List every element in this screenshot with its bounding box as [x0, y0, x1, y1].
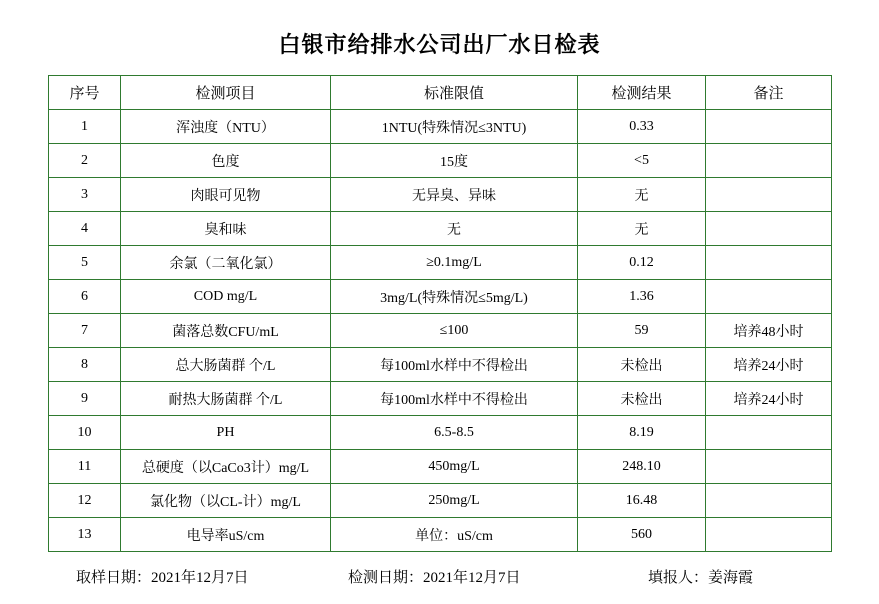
cell-limit: 250mg/L: [331, 484, 578, 518]
cell-result: 未检出: [578, 382, 706, 416]
cell-no: 9: [49, 382, 121, 416]
cell-result: 560: [578, 518, 706, 552]
column-header-item: 检测项目: [121, 76, 331, 110]
cell-item: 氯化物（以CL-计）mg/L: [121, 484, 331, 518]
table-row: [49, 212, 832, 246]
cell-limit: 单位：uS/cm: [331, 518, 578, 552]
cell-limit: ≤100: [331, 314, 578, 348]
table-row: [49, 450, 832, 484]
cell-limit: 450mg/L: [331, 450, 578, 484]
cell-limit: 每100ml水样中不得检出: [331, 382, 578, 416]
table-row: [49, 348, 832, 382]
cell-result: 59: [578, 314, 706, 348]
column-header-note: 备注: [706, 76, 832, 110]
cell-note: [706, 518, 832, 552]
cell-result: 16.48: [578, 484, 706, 518]
cell-note: 培养48小时: [706, 314, 832, 348]
cell-limit: 无: [331, 212, 578, 246]
cell-no: 8: [49, 348, 121, 382]
cell-item: 电导率uS/cm: [121, 518, 331, 552]
cell-no: 6: [49, 280, 121, 314]
cell-note: [706, 416, 832, 450]
table-header-row: [49, 76, 832, 110]
cell-item: 肉眼可见物: [121, 178, 331, 212]
cell-item: 总大肠菌群 个/L: [121, 348, 331, 382]
table-row: [49, 314, 832, 348]
cell-note: [706, 484, 832, 518]
column-header-limit: 标准限值: [331, 76, 578, 110]
table-row: [49, 144, 832, 178]
cell-item: 臭和味: [121, 212, 331, 246]
table-row: [49, 518, 832, 552]
cell-result: 8.19: [578, 416, 706, 450]
sample-date: 取样日期：2021年12月7日: [76, 570, 249, 586]
table-row: [49, 484, 832, 518]
cell-limit: 6.5-8.5: [331, 416, 578, 450]
cell-no: 3: [49, 178, 121, 212]
table-row: [49, 416, 832, 450]
cell-item: 色度: [121, 144, 331, 178]
cell-note: [706, 178, 832, 212]
test-date: 检测日期：2021年12月7日: [348, 570, 521, 586]
cell-no: 2: [49, 144, 121, 178]
cell-note: [706, 212, 832, 246]
cell-result: 248.10: [578, 450, 706, 484]
cell-result: 0.33: [578, 110, 706, 144]
cell-result: 未检出: [578, 348, 706, 382]
cell-item: 总硬度（以CaCo3计）mg/L: [121, 450, 331, 484]
cell-note: [706, 280, 832, 314]
cell-item: COD mg/L: [121, 280, 331, 314]
cell-note: [706, 246, 832, 280]
cell-item: PH: [121, 416, 331, 450]
cell-item: 菌落总数CFU/mL: [121, 314, 331, 348]
cell-note: [706, 450, 832, 484]
cell-no: 11: [49, 450, 121, 484]
cell-result: 0.12: [578, 246, 706, 280]
footer-row: [0, 552, 879, 587]
cell-no: 7: [49, 314, 121, 348]
table-row: [49, 382, 832, 416]
cell-note: [706, 144, 832, 178]
filled-by: 填报人：姜海霞: [648, 570, 754, 586]
cell-no: 13: [49, 518, 121, 552]
cell-no: 4: [49, 212, 121, 246]
column-header-no: 序号: [49, 76, 121, 110]
column-header-result: 检测结果: [578, 76, 706, 110]
cell-note: 培养24小时: [706, 382, 832, 416]
cell-limit: 15度: [331, 144, 578, 178]
cell-limit: 3mg/L(特殊情况≤5mg/L): [331, 280, 578, 314]
cell-limit: 1NTU(特殊情况≤3NTU): [331, 110, 578, 144]
cell-limit: 每100ml水样中不得检出: [331, 348, 578, 382]
cell-no: 5: [49, 246, 121, 280]
cell-result: 无: [578, 212, 706, 246]
cell-result: 无: [578, 178, 706, 212]
cell-no: 1: [49, 110, 121, 144]
water-quality-table: [48, 75, 832, 552]
table-container: [0, 75, 879, 552]
page-title: 白银市给排水公司出厂水日检表: [278, 32, 601, 57]
cell-item: 余氯（二氧化氯）: [121, 246, 331, 280]
cell-no: 12: [49, 484, 121, 518]
cell-result: <5: [578, 144, 706, 178]
cell-no: 10: [49, 416, 121, 450]
cell-item: 耐热大肠菌群 个/L: [121, 382, 331, 416]
cell-note: [706, 110, 832, 144]
cell-item: 浑浊度（NTU）: [121, 110, 331, 144]
cell-note: 培养24小时: [706, 348, 832, 382]
cell-limit: 无异臭、异味: [331, 178, 578, 212]
cell-result: 1.36: [578, 280, 706, 314]
table-row: [49, 246, 832, 280]
cell-limit: ≥0.1mg/L: [331, 246, 578, 280]
table-row: [49, 280, 832, 314]
table-row: [49, 110, 832, 144]
table-row: [49, 178, 832, 212]
